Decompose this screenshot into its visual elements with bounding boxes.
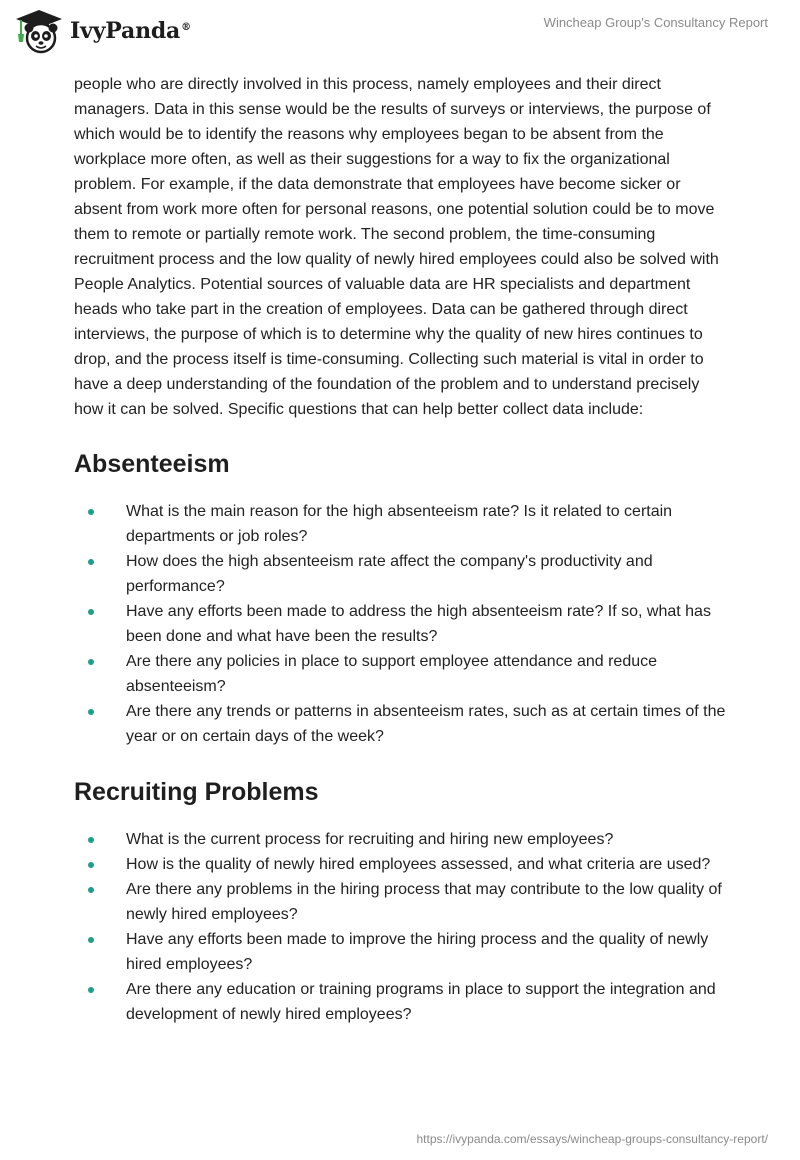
list-item: Are there any trends or patterns in absenteeism rates, such as at certain times of the year or on certain days of the week? bbox=[74, 699, 730, 749]
list-item: How does the high absenteeism rate affect the company's productivity and performance? bbox=[74, 549, 730, 599]
bullet-icon bbox=[88, 862, 94, 868]
panda-graduation-cap-icon bbox=[14, 8, 64, 54]
section-heading-absenteeism: Absenteeism bbox=[74, 450, 230, 478]
bullet-icon bbox=[88, 987, 94, 993]
list-item: Are there any education or training programs in place to support the integration and development of newly hired employees? bbox=[74, 977, 730, 1027]
ivypanda-logo[interactable] bbox=[14, 8, 191, 54]
source-url[interactable]: https://ivypanda.com/essays/wincheap-groups-consultancy-report/ bbox=[416, 1132, 768, 1146]
bullet-icon bbox=[88, 887, 94, 893]
absenteeism-question-list bbox=[74, 499, 730, 749]
list-item: Are there any policies in place to support employee attendance and reduce absenteeism? bbox=[74, 649, 730, 699]
bullet-icon bbox=[88, 837, 94, 843]
list-item: Have any efforts been made to improve the hiring process and the quality of newly hired employees? bbox=[74, 927, 730, 977]
bullet-icon bbox=[88, 609, 94, 615]
page-header bbox=[0, 0, 800, 64]
list-item: What is the current process for recruiting and hiring new employees? bbox=[74, 827, 730, 852]
list-item: Are there any problems in the hiring process that may contribute to the low quality of newly hired employees? bbox=[74, 877, 730, 927]
recruiting-question-list bbox=[74, 827, 730, 1027]
bullet-icon bbox=[88, 937, 94, 943]
article-content bbox=[74, 72, 730, 1027]
list-item: How is the quality of newly hired employees assessed, and what criteria are used? bbox=[74, 852, 730, 877]
bullet-icon bbox=[88, 509, 94, 515]
brand-name: IvyPanda® bbox=[70, 18, 191, 44]
list-item: What is the main reason for the high absenteeism rate? Is it related to certain departments or job roles? bbox=[74, 499, 730, 549]
list-item: Have any efforts been made to address the high absenteeism rate? If so, what has been done and what have been the results? bbox=[74, 599, 730, 649]
body-paragraph: people who are directly involved in this process, namely employees and their direct managers. Data in this sense would be the results of surveys or interviews, the purpose of which would be to identify the reasons why employees began to be absent from the workplace more often, as well as their suggestions for a way to fix the organizational problem. For example, if the data demonstrate that employees have become sicker or absent from work more often for personal reasons, one potential solution could be to move them to remote or partially remote work. The second problem, the time-consuming recruitment process and the low quality of newly hired employees could also be solved with People Analytics. Potential sources of valuable data are HR specialists and department heads who take part in the creation of employees. Data can be gathered through direct interviews, the purpose of which is to determine why the quality of new hires continues to drop, and the process itself is time-consuming. Collecting such material is vital in order to have a deep understanding of the foundation of the problem and to understand precisely how it can be solved. Specific questions that can help better collect data include: bbox=[74, 76, 719, 418]
bullet-icon bbox=[88, 659, 94, 665]
document-title: Wincheap Group's Consultancy Report bbox=[543, 15, 768, 30]
bullet-icon bbox=[88, 559, 94, 565]
section-heading-recruiting: Recruiting Problems bbox=[74, 778, 319, 806]
registered-mark: ® bbox=[181, 21, 191, 33]
bullet-icon bbox=[88, 709, 94, 715]
